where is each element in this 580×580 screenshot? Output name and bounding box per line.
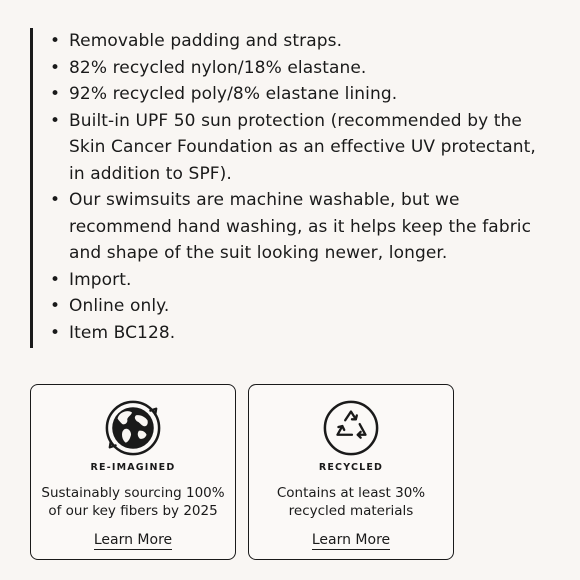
list-item (33, 187, 550, 267)
card-label: RECYCLED (318, 462, 384, 473)
list-item (33, 293, 550, 320)
product-details (30, 28, 550, 348)
bullet-icon: • (50, 190, 61, 210)
list-item-text: Built-in UPF 50 sun protection (recommended by the Skin Cancer Foundation as an effective UV protectant, in addition to SPF). (69, 110, 536, 184)
recycled-card (248, 384, 454, 560)
list-item-text: 92% recycled poly/8% elastane lining. (69, 84, 398, 104)
list-item (33, 81, 550, 108)
list-item (33, 28, 550, 55)
list-item (33, 320, 550, 347)
details-list (33, 28, 550, 346)
card-description: Contains at least 30% recycled materials (276, 485, 426, 519)
bullet-icon: • (50, 269, 61, 290)
list-item-text: Online only. (69, 296, 170, 316)
card-link-wrap (31, 529, 235, 548)
globe-icon (104, 399, 162, 457)
bullet-icon: • (50, 322, 61, 343)
list-item-text: Removable padding and straps. (69, 31, 343, 51)
sustainability-cards (30, 384, 454, 562)
list-item (33, 267, 550, 294)
learn-more-link[interactable]: Learn More (93, 532, 173, 548)
bullet-icon: • (50, 296, 61, 316)
list-item-text: Item BC128. (69, 322, 176, 343)
list-item (33, 55, 550, 82)
bullet-icon: • (50, 84, 61, 104)
card-description: Sustainably sourcing 100% of our key fibers by 2025 (41, 485, 225, 519)
list-item-text: 82% recycled nylon/18% elastane. (69, 57, 367, 78)
bullet-icon: • (50, 110, 61, 131)
recycle-icon (322, 399, 380, 457)
reimagined-card (30, 384, 236, 560)
card-label: RE-IMAGINED (90, 462, 176, 473)
bullet-icon: • (50, 31, 61, 51)
learn-more-link[interactable]: Learn More (311, 532, 391, 548)
list-item-text: Import. (69, 269, 132, 290)
list-item-text: Our swimsuits are machine washable, but we recommend hand washing, as it helps keep the fabric and shape of the suit looking newer, longer. (69, 190, 532, 263)
card-link-wrap (249, 529, 453, 548)
list-item (33, 108, 550, 188)
bullet-icon: • (50, 57, 61, 78)
